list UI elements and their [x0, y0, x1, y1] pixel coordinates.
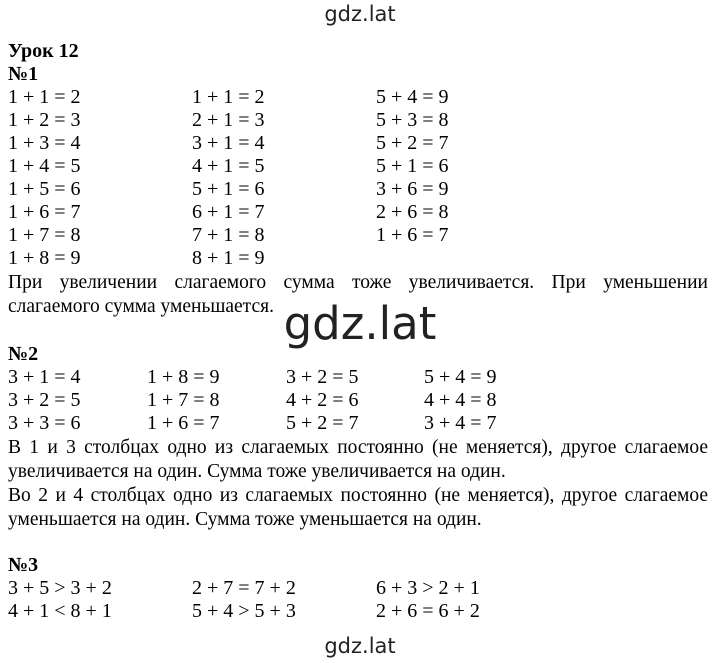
watermark-middle: gdz.lat: [283, 297, 437, 350]
task2-conclusion-1: В 1 и 3 столбцах одно из слагаемых постоянно (не меняется), другое слагаемое увеличивается на один. Сумма тоже увеличивается на один.: [8, 437, 708, 482]
task1-eq: 2 + 6 = 8: [376, 201, 449, 223]
task1-eq: 1 + 8 = 9: [8, 247, 81, 269]
task1-eq: 5 + 3 = 8: [376, 109, 449, 131]
task1-eq: 2 + 1 = 3: [192, 109, 265, 131]
task3-comparison: 2 + 7 = 7 + 2: [192, 577, 296, 599]
watermark-top: gdz.lat: [324, 2, 396, 26]
task1-eq: 1 + 6 = 7: [376, 224, 449, 246]
task2-eq: 1 + 7 = 8: [147, 389, 220, 411]
task2-eq: 5 + 2 = 7: [286, 412, 359, 434]
task1-eq: 4 + 1 = 5: [192, 155, 265, 177]
task2-eq: 3 + 3 = 6: [8, 412, 81, 434]
task1-eq: 1 + 5 = 6: [8, 178, 81, 200]
task1-eq: 3 + 1 = 4: [192, 132, 265, 154]
task1-eq: 5 + 1 = 6: [376, 155, 449, 177]
task2-eq: 1 + 8 = 9: [147, 366, 220, 388]
task2-eq: 3 + 4 = 7: [424, 412, 497, 434]
task1-eq: 5 + 1 = 6: [192, 178, 265, 200]
task1-conclusion: При увеличении слагаемого сумма тоже увеличивается. При уменьшении слагаемого сумма уменьшается.: [8, 272, 708, 317]
task1-label: №1: [8, 63, 39, 85]
task1-eq: 1 + 2 = 3: [8, 109, 81, 131]
task1-eq: 5 + 2 = 7: [376, 132, 449, 154]
task3-comparison: 4 + 1 < 8 + 1: [8, 600, 112, 622]
task2-eq: 1 + 6 = 7: [147, 412, 220, 434]
task3-comparison: 6 + 3 > 2 + 1: [376, 577, 480, 599]
task2-eq: 3 + 2 = 5: [286, 366, 359, 388]
task3-comparison: 5 + 4 > 5 + 3: [192, 600, 296, 622]
task3-comparison: 3 + 5 > 3 + 2: [8, 577, 112, 599]
task1-eq: 3 + 6 = 9: [376, 178, 449, 200]
task1-eq: 6 + 1 = 7: [192, 201, 265, 223]
task1-eq: 1 + 6 = 7: [8, 201, 81, 223]
watermark-bottom: gdz.lat: [324, 634, 396, 658]
task2-eq: 3 + 2 = 5: [8, 389, 81, 411]
task1-eq: 8 + 1 = 9: [192, 247, 265, 269]
task2-eq: 4 + 4 = 8: [424, 389, 497, 411]
task1-eq: 1 + 3 = 4: [8, 132, 81, 154]
task1-eq: 5 + 4 = 9: [376, 86, 449, 108]
task1-eq: 1 + 4 = 5: [8, 155, 81, 177]
task2-conclusion-2: Во 2 и 4 столбцах одно из слагаемых постоянно (не меняется), другое слагаемое уменьшается на один. Сумма тоже уменьшается на один.: [8, 485, 708, 530]
task1-eq: 7 + 1 = 8: [192, 224, 265, 246]
task1-eq: 1 + 1 = 2: [8, 86, 81, 108]
task2-eq: 4 + 2 = 6: [286, 389, 359, 411]
task2-label: №2: [8, 343, 39, 365]
lesson-title: Урок 12: [8, 40, 79, 62]
task3-comparison: 2 + 6 = 6 + 2: [376, 600, 480, 622]
task1-eq: 1 + 1 = 2: [192, 86, 265, 108]
task1-eq: 1 + 7 = 8: [8, 224, 81, 246]
task2-eq: 3 + 1 = 4: [8, 366, 81, 388]
task2-eq: 5 + 4 = 9: [424, 366, 497, 388]
task3-label: №3: [8, 554, 39, 576]
